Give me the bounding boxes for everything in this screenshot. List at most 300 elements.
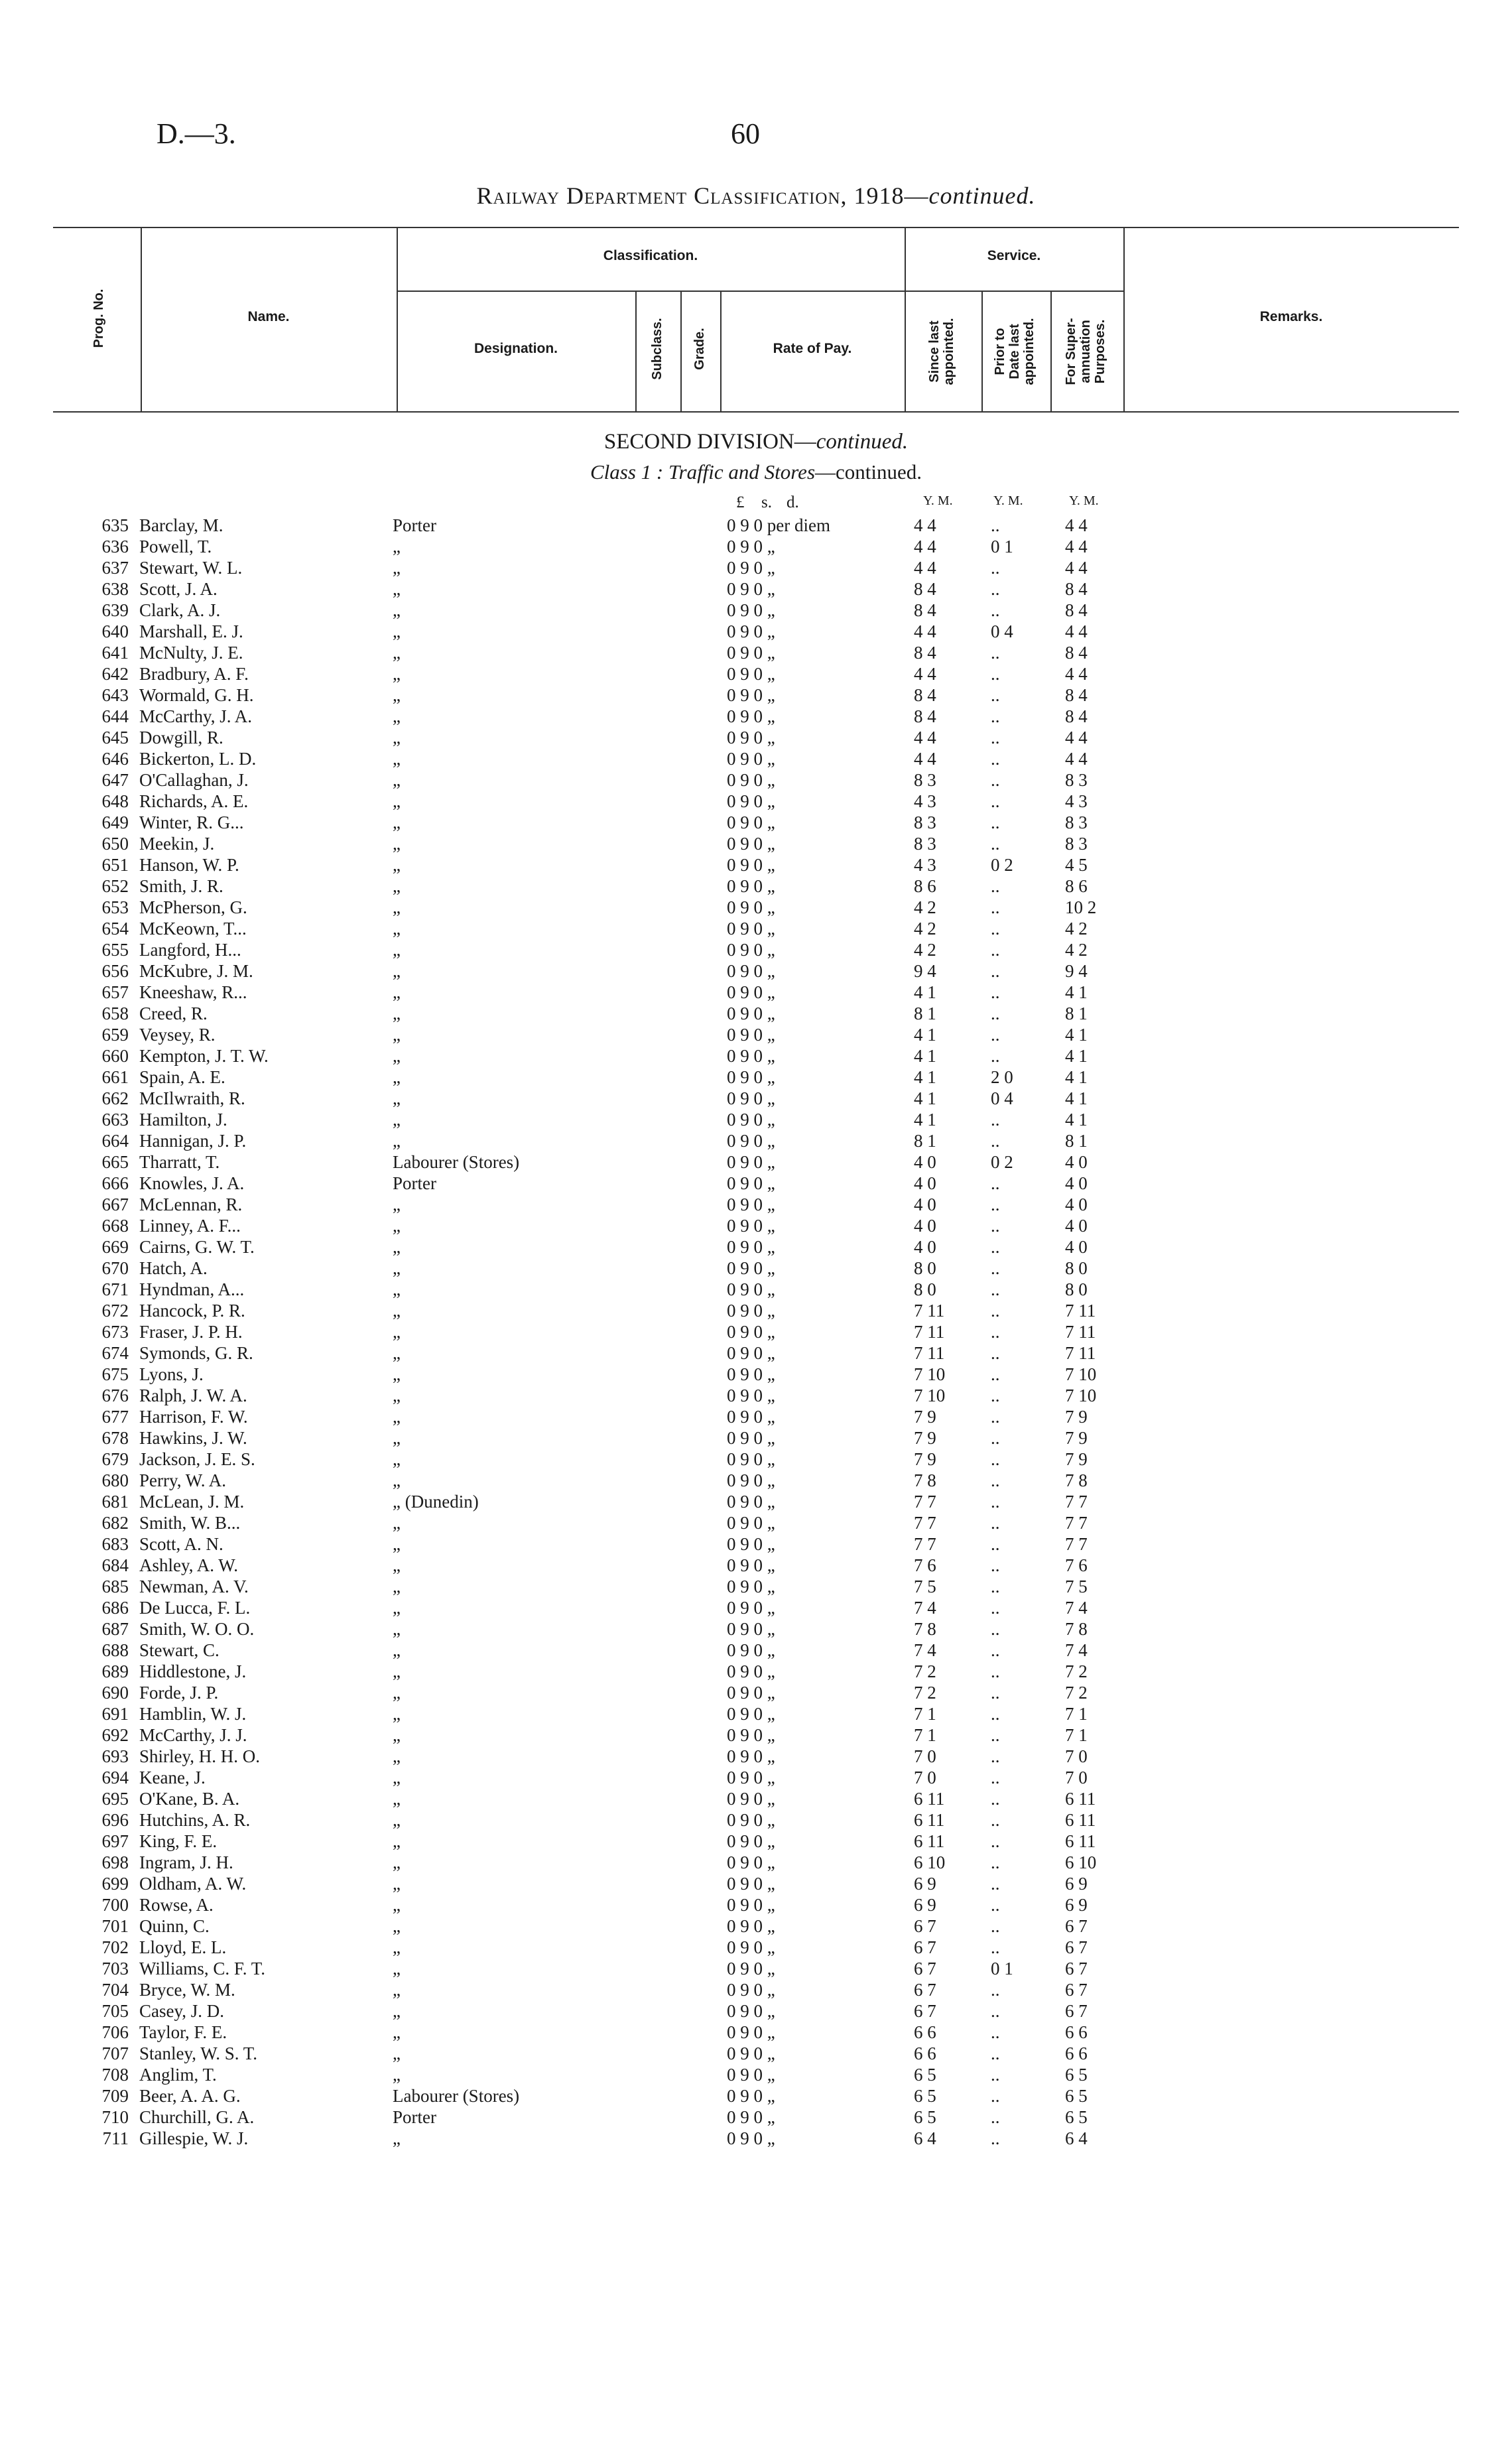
prog-number: 698	[101, 1852, 129, 1872]
service-prior: ..	[991, 1449, 1000, 1469]
rate-of-pay: 0 9 0 „	[727, 1937, 775, 1957]
employee-name: Linney, A. F...	[139, 1216, 241, 1236]
designation: „	[393, 1449, 401, 1469]
service-superannuation: 6 7	[1065, 1916, 1088, 1936]
service-superannuation: 6 7	[1065, 1959, 1088, 1978]
service-superannuation: 4 1	[1065, 1046, 1088, 1066]
designation: „	[393, 1131, 401, 1151]
service-prior: ..	[991, 2107, 1000, 2127]
header-grade: Grade.	[692, 328, 707, 370]
table-row	[0, 791, 1512, 812]
service-prior: ..	[991, 1831, 1000, 1851]
table-row	[0, 1300, 1512, 1321]
employee-name: Hannigan, J. P.	[139, 1131, 247, 1151]
service-since-last: 7 9	[914, 1428, 936, 1448]
prog-number: 639	[101, 600, 129, 620]
designation: „	[393, 1895, 401, 1915]
service-since-last: 7 4	[914, 1640, 936, 1660]
service-since-last: 8 3	[914, 812, 936, 832]
service-since-last: 7 10	[914, 1364, 946, 1384]
service-prior: ..	[991, 1343, 1000, 1363]
rate-of-pay: 0 9 0 „	[727, 558, 775, 578]
prog-number: 680	[101, 1470, 129, 1490]
employee-name: Keane, J.	[139, 1768, 206, 1787]
designation: „	[393, 1513, 401, 1533]
rate-of-pay: 0 9 0 „	[727, 1301, 775, 1321]
prog-number: 663	[101, 1110, 129, 1130]
designation: „	[393, 940, 401, 960]
designation: „	[393, 770, 401, 790]
service-superannuation: 8 0	[1065, 1279, 1088, 1299]
service-superannuation: 4 0	[1065, 1195, 1088, 1214]
table-row	[0, 1958, 1512, 1979]
service-since-last: 7 5	[914, 1577, 936, 1596]
employee-name: O'Callaghan, J.	[139, 770, 249, 790]
header-subclass: Subclass.	[650, 318, 664, 380]
service-superannuation: 7 7	[1065, 1492, 1088, 1512]
table-row	[0, 939, 1512, 960]
service-prior: ..	[991, 1216, 1000, 1236]
prog-number: 653	[101, 897, 129, 917]
table-row	[0, 1427, 1512, 1449]
employee-name: McIlwraith, R.	[139, 1088, 245, 1108]
service-prior: ..	[991, 940, 1000, 960]
service-superannuation: 4 4	[1065, 537, 1088, 556]
service-prior: ..	[991, 1577, 1000, 1596]
employee-name: Bryce, W. M.	[139, 1980, 235, 2000]
designation: „	[393, 1746, 401, 1766]
table-row	[0, 1937, 1512, 1958]
prog-number: 667	[101, 1195, 129, 1214]
service-prior: ..	[991, 876, 1000, 896]
prog-number: 710	[101, 2107, 129, 2127]
rate-of-pay: 0 9 0 „	[727, 1852, 775, 1872]
service-since-last: 4 0	[914, 1216, 936, 1236]
service-prior: ..	[991, 1619, 1000, 1639]
table-row	[0, 1279, 1512, 1300]
rate-of-pay: 0 9 0 „	[727, 1810, 775, 1830]
designation: „	[393, 1704, 401, 1724]
employee-name: Scott, J. A.	[139, 579, 218, 599]
service-since-last: 4 4	[914, 728, 936, 747]
service-prior: 0 1	[991, 1959, 1013, 1978]
rate-of-pay: 0 9 0 „	[727, 1640, 775, 1660]
service-superannuation: 6 11	[1065, 1789, 1096, 1809]
division-name: SECOND DIVISION—	[603, 430, 816, 454]
service-prior: ..	[991, 1131, 1000, 1151]
service-since-last: 6 6	[914, 2022, 936, 2042]
header-name: Name.	[247, 309, 290, 324]
prog-number: 701	[101, 1916, 129, 1936]
rate-of-pay: 0 9 0 „	[727, 621, 775, 641]
table-row	[0, 684, 1512, 706]
prog-number: 665	[101, 1152, 129, 1172]
class-title	[0, 460, 1512, 484]
service-since-last: 8 1	[914, 1003, 936, 1023]
service-prior: ..	[991, 1322, 1000, 1342]
service-superannuation: 4 1	[1065, 1088, 1088, 1108]
table-row	[0, 2022, 1512, 2043]
employee-name: Langford, H...	[139, 940, 241, 960]
designation: „	[393, 600, 401, 620]
designation: Labourer (Stores)	[393, 1152, 520, 1172]
service-prior: ..	[991, 1003, 1000, 1023]
table-row	[0, 1915, 1512, 1937]
prog-number: 664	[101, 1131, 129, 1151]
table-row	[0, 1788, 1512, 1809]
designation: „	[393, 1364, 401, 1384]
table-row	[0, 1724, 1512, 1746]
table-row	[0, 1661, 1512, 1682]
service-superannuation: 6 7	[1065, 1980, 1088, 2000]
service-since-last: 8 4	[914, 643, 936, 663]
service-since-last: 7 7	[914, 1534, 936, 1554]
service-superannuation: 4 2	[1065, 940, 1088, 960]
designation: „	[393, 1322, 401, 1342]
table-row	[0, 2085, 1512, 2106]
service-prior: ..	[991, 2086, 1000, 2106]
table-row	[0, 663, 1512, 684]
service-superannuation: 6 5	[1065, 2065, 1088, 2085]
employee-name: Casey, J. D.	[139, 2001, 224, 2021]
designation: „	[393, 1025, 401, 1045]
service-superannuation: 7 9	[1065, 1407, 1088, 1427]
service-prior: ..	[991, 1704, 1000, 1724]
rate-of-pay: 0 9 0 „	[727, 706, 775, 726]
designation: „	[393, 982, 401, 1002]
rate-of-pay: 0 9 0 „	[727, 1789, 775, 1809]
table-row	[0, 1321, 1512, 1342]
service-superannuation: 8 4	[1065, 685, 1088, 705]
service-superannuation: 4 4	[1065, 664, 1088, 684]
employee-name: Newman, A. V.	[139, 1577, 249, 1596]
rate-of-pay: 0 9 0 „	[727, 1364, 775, 1384]
service-since-last: 4 2	[914, 940, 936, 960]
rate-of-pay: 0 9 0 „	[727, 834, 775, 854]
service-prior: ..	[991, 1173, 1000, 1193]
employee-name: Hiddlestone, J.	[139, 1661, 247, 1681]
document-reference: D.—3.	[157, 117, 236, 150]
table-row	[0, 897, 1512, 918]
prog-number: 691	[101, 1704, 129, 1724]
service-prior: ..	[991, 685, 1000, 705]
rate-of-pay: 0 9 0 „	[727, 1279, 775, 1299]
service-superannuation: 7 0	[1065, 1746, 1088, 1766]
prog-number: 704	[101, 1980, 129, 2000]
service-since-last: 6 11	[914, 1831, 945, 1851]
prog-number: 657	[101, 982, 129, 1002]
rate-of-pay: 0 9 0 „	[727, 1746, 775, 1766]
employee-name: Creed, R.	[139, 1003, 208, 1023]
service-since-last: 7 1	[914, 1704, 936, 1724]
employee-name: Stewart, W. L.	[139, 558, 243, 578]
designation: „	[393, 1343, 401, 1363]
designation: „	[393, 1789, 401, 1809]
service-since-last: 8 0	[914, 1258, 936, 1278]
designation: „	[393, 961, 401, 981]
employee-name: Hancock, P. R.	[139, 1301, 245, 1321]
header-since-last: Since last appointed.	[927, 318, 956, 385]
service-superannuation: 4 1	[1065, 982, 1088, 1002]
header-mid-rule	[397, 291, 1123, 292]
prog-number: 692	[101, 1725, 129, 1745]
prog-number: 708	[101, 2065, 129, 2085]
service-superannuation: 6 5	[1065, 2086, 1088, 2106]
service-since-last: 8 4	[914, 706, 936, 726]
designation: „	[393, 1598, 401, 1618]
prog-number: 690	[101, 1683, 129, 1703]
table-row	[0, 1045, 1512, 1067]
employee-name: Knowles, J. A.	[139, 1173, 245, 1193]
service-since-last: 7 11	[914, 1343, 945, 1363]
unit-years-months: Y. M.	[1069, 493, 1099, 508]
prog-number: 703	[101, 1959, 129, 1978]
header-superannuation: For Super- annuation Purposes.	[1064, 318, 1107, 385]
employee-name: McNulty, J. E.	[139, 643, 243, 663]
designation: „	[393, 1683, 401, 1703]
table-row	[0, 1194, 1512, 1215]
col-rule	[635, 291, 637, 411]
employee-name: Stewart, C.	[139, 1640, 220, 1660]
service-superannuation: 4 4	[1065, 621, 1088, 641]
table-row	[0, 1173, 1512, 1194]
section-title	[0, 430, 1512, 454]
prog-number: 649	[101, 812, 129, 832]
service-prior: ..	[991, 1725, 1000, 1745]
employee-name: Meekin, J.	[139, 834, 215, 854]
table-row	[0, 1491, 1512, 1512]
designation: „	[393, 1279, 401, 1299]
service-superannuation: 7 4	[1065, 1640, 1088, 1660]
employee-name: McCarthy, J. J.	[139, 1725, 247, 1745]
employee-name: Ralph, J. W. A.	[139, 1386, 247, 1405]
rate-of-pay: 0 9 0 „	[727, 961, 775, 981]
service-superannuation: 7 0	[1065, 1768, 1088, 1787]
prog-number: 693	[101, 1746, 129, 1766]
service-superannuation: 8 1	[1065, 1131, 1088, 1151]
service-since-last: 6 9	[914, 1895, 936, 1915]
rate-of-pay: 0 9 0 „	[727, 812, 775, 832]
prog-number: 689	[101, 1661, 129, 1681]
employee-name: Barclay, M.	[139, 515, 223, 535]
service-prior: 0 4	[991, 621, 1013, 641]
service-superannuation: 4 1	[1065, 1025, 1088, 1045]
rate-of-pay: 0 9 0 „	[727, 1237, 775, 1257]
prog-number: 661	[101, 1067, 129, 1087]
service-prior: 0 2	[991, 855, 1013, 875]
table-row	[0, 1852, 1512, 1873]
designation: „	[393, 791, 401, 811]
prog-number: 669	[101, 1237, 129, 1257]
service-since-last: 6 5	[914, 2065, 936, 2085]
rate-of-pay: 0 9 0 „	[727, 1577, 775, 1596]
prog-number: 648	[101, 791, 129, 811]
service-prior: ..	[991, 2022, 1000, 2042]
table-row	[0, 1130, 1512, 1151]
table-row	[0, 515, 1512, 536]
prog-number: 683	[101, 1534, 129, 1554]
service-prior: ..	[991, 1768, 1000, 1787]
employee-name: McLennan, R.	[139, 1195, 243, 1214]
service-since-last: 6 9	[914, 1874, 936, 1894]
prog-number: 642	[101, 664, 129, 684]
prog-number: 676	[101, 1386, 129, 1405]
employee-name: Veysey, R.	[139, 1025, 216, 1045]
header-service: Service.	[987, 248, 1041, 263]
rate-of-pay: 0 9 0 „	[727, 982, 775, 1002]
service-since-last: 7 8	[914, 1619, 936, 1639]
table-row	[0, 1470, 1512, 1491]
rate-of-pay: 0 9 0 „	[727, 919, 775, 939]
service-prior: ..	[991, 1683, 1000, 1703]
service-prior: ..	[991, 664, 1000, 684]
designation: „	[393, 1407, 401, 1427]
service-since-last: 4 4	[914, 515, 936, 535]
service-superannuation: 8 4	[1065, 579, 1088, 599]
table-row	[0, 557, 1512, 578]
employee-name: De Lucca, F. L.	[139, 1598, 251, 1618]
table-row	[0, 2000, 1512, 2022]
table-row	[0, 1236, 1512, 1258]
service-since-last: 4 1	[914, 1088, 936, 1108]
service-since-last: 4 0	[914, 1173, 936, 1193]
prog-number: 677	[101, 1407, 129, 1427]
employee-name: Gillespie, W. J.	[139, 2128, 249, 2148]
prog-number: 641	[101, 643, 129, 663]
service-since-last: 4 4	[914, 558, 936, 578]
designation: „	[393, 876, 401, 896]
prog-number: 707	[101, 2043, 129, 2063]
designation: „	[393, 728, 401, 747]
service-since-last: 6 7	[914, 2001, 936, 2021]
service-prior: ..	[991, 961, 1000, 981]
header-designation: Designation.	[473, 341, 558, 356]
employee-name: Clark, A. J.	[139, 600, 221, 620]
service-superannuation: 8 3	[1065, 812, 1088, 832]
prog-number: 668	[101, 1216, 129, 1236]
service-since-last: 7 11	[914, 1322, 945, 1342]
employee-name: Bickerton, L. D.	[139, 749, 257, 769]
service-since-last: 7 11	[914, 1301, 945, 1321]
service-superannuation: 6 7	[1065, 1937, 1088, 1957]
table-row	[0, 1109, 1512, 1130]
prog-number: 688	[101, 1640, 129, 1660]
service-prior: ..	[991, 1789, 1000, 1809]
service-prior: ..	[991, 2128, 1000, 2148]
employee-name: Taylor, F. E.	[139, 2022, 227, 2042]
designation: „	[393, 1831, 401, 1851]
service-prior: ..	[991, 919, 1000, 939]
service-superannuation: 6 4	[1065, 2128, 1088, 2148]
prog-number: 695	[101, 1789, 129, 1809]
table-row	[0, 1533, 1512, 1555]
designation: „	[393, 1216, 401, 1236]
employee-name: Forde, J. P.	[139, 1683, 219, 1703]
employee-name: Scott, A. N.	[139, 1534, 223, 1554]
service-prior: ..	[991, 1640, 1000, 1660]
rate-of-pay: 0 9 0 „	[727, 1003, 775, 1023]
service-prior: ..	[991, 1661, 1000, 1681]
service-since-last: 7 6	[914, 1555, 936, 1575]
prog-number: 679	[101, 1449, 129, 1469]
prog-number: 637	[101, 558, 129, 578]
service-since-last: 7 0	[914, 1746, 936, 1766]
prog-number: 672	[101, 1301, 129, 1321]
table-row	[0, 1576, 1512, 1597]
service-prior: ..	[991, 1237, 1000, 1257]
employee-name: Hyndman, A...	[139, 1279, 245, 1299]
designation: „	[393, 1237, 401, 1257]
service-superannuation: 6 6	[1065, 2022, 1088, 2042]
prog-number: 646	[101, 749, 129, 769]
service-superannuation: 8 6	[1065, 876, 1088, 896]
designation: „	[393, 1110, 401, 1130]
prog-number: 666	[101, 1173, 129, 1193]
prog-number: 687	[101, 1619, 129, 1639]
table-row	[0, 982, 1512, 1003]
service-since-last: 6 7	[914, 1916, 936, 1936]
designation: „	[393, 1916, 401, 1936]
service-superannuation: 4 4	[1065, 728, 1088, 747]
page-number: 60	[731, 117, 760, 150]
designation: „	[393, 1810, 401, 1830]
employee-name: Quinn, C.	[139, 1916, 210, 1936]
service-prior: ..	[991, 770, 1000, 790]
service-prior: ..	[991, 1980, 1000, 2000]
service-prior: ..	[991, 1534, 1000, 1554]
employee-name: Symonds, G. R.	[139, 1343, 253, 1363]
prog-number: 674	[101, 1343, 129, 1363]
employee-name: Dowgill, R.	[139, 728, 223, 747]
table-row	[0, 1746, 1512, 1767]
employee-name: Kneeshaw, R...	[139, 982, 247, 1002]
service-prior: ..	[991, 812, 1000, 832]
service-since-last: 4 1	[914, 1067, 936, 1087]
designation: „	[393, 1301, 401, 1321]
service-superannuation: 7 9	[1065, 1449, 1088, 1469]
table-row	[0, 536, 1512, 557]
employee-name: Hamilton, J.	[139, 1110, 227, 1130]
rate-of-pay: 0 9 0 „	[727, 1768, 775, 1787]
service-superannuation: 4 4	[1065, 558, 1088, 578]
service-superannuation: 8 4	[1065, 600, 1088, 620]
rate-of-pay: 0 9 0 per diem	[727, 515, 830, 535]
rate-of-pay: 0 9 0 „	[727, 1110, 775, 1130]
table-row	[0, 1555, 1512, 1576]
designation: „	[393, 1619, 401, 1639]
designation: „	[393, 1258, 401, 1278]
division-continued: continued.	[816, 430, 909, 454]
service-since-last: 9 4	[914, 961, 936, 981]
table-row	[0, 727, 1512, 748]
class-continued: —continued.	[815, 460, 922, 484]
service-since-last: 7 7	[914, 1513, 936, 1533]
employee-name: Ingram, J. H.	[139, 1852, 233, 1872]
designation: „	[393, 812, 401, 832]
service-superannuation: 8 3	[1065, 834, 1088, 854]
rate-of-pay: 0 9 0 „	[727, 1407, 775, 1427]
service-superannuation: 9 4	[1065, 961, 1088, 981]
unit-years-months: Y. M.	[993, 493, 1023, 508]
designation: „	[393, 1003, 401, 1023]
table-row	[0, 2064, 1512, 2085]
table-row	[0, 875, 1512, 897]
header-prog-no: Prog. No.	[92, 289, 106, 348]
designation: „	[393, 749, 401, 769]
designation: Labourer (Stores)	[393, 2086, 520, 2106]
prog-number: 678	[101, 1428, 129, 1448]
service-since-last: 6 7	[914, 1959, 936, 1978]
